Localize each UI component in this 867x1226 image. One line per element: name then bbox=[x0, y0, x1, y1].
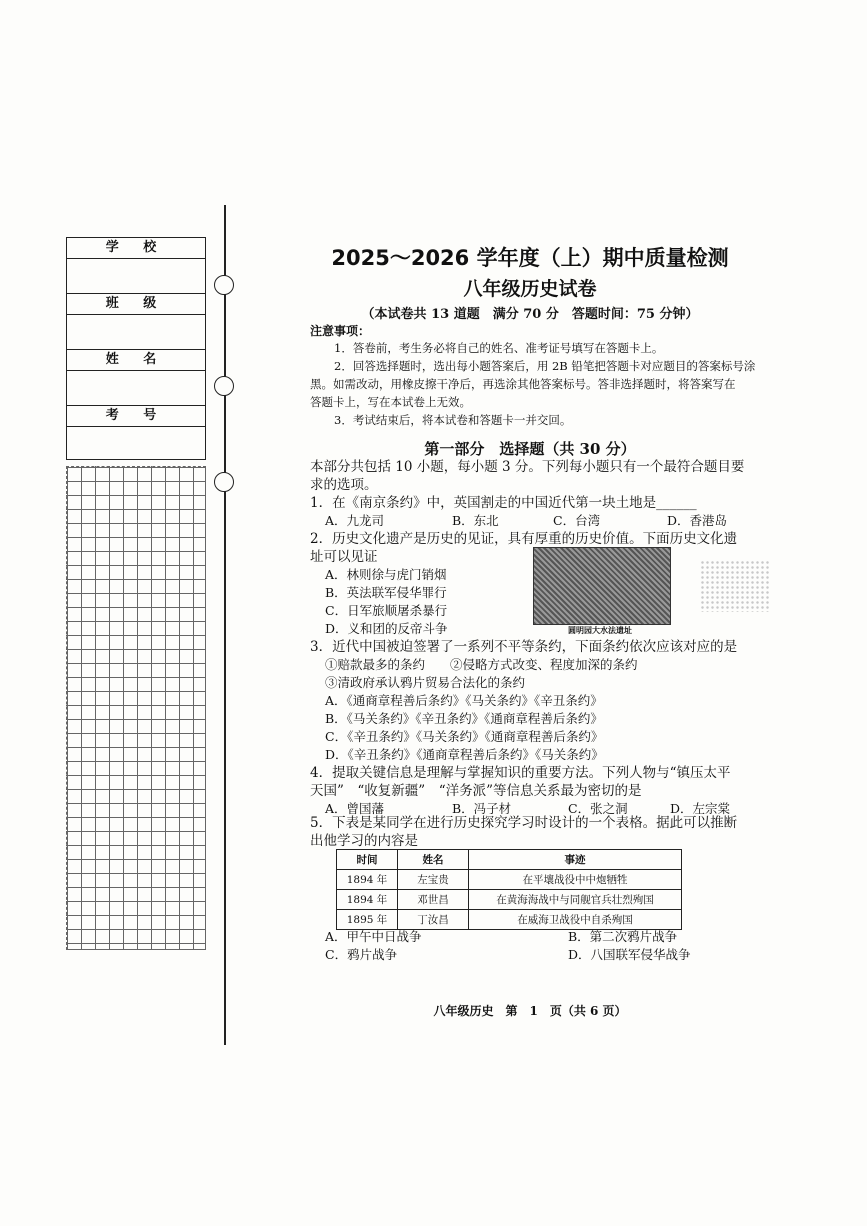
q4-option-c: C．张之洞 bbox=[568, 801, 628, 816]
table-header-row bbox=[337, 850, 682, 870]
table-row bbox=[337, 890, 682, 910]
question-5-stem: 出他学习的内容是 bbox=[310, 833, 418, 849]
table-cell: 1895 年 bbox=[337, 910, 398, 930]
history-table bbox=[336, 849, 682, 930]
question-2-stem: 址可以见证 bbox=[310, 549, 378, 565]
table-cell: 1894 年 bbox=[337, 890, 398, 910]
q2-option-b: B．英法联军侵华罪行 bbox=[325, 585, 447, 600]
exam-meta: （本试卷共 13 道题 满分 70 分 答题时间：75 分钟） bbox=[361, 307, 699, 322]
question-2-stem: 2．历史文化遗产是历史的见证，具有厚重的历史价值。下面历史文化遗 bbox=[310, 531, 738, 547]
binding-hole bbox=[214, 472, 234, 492]
question-5-stem: 5．下表是某同学在进行历史探究学习时设计的一个表格。据此可以推断 bbox=[310, 815, 738, 831]
ruins-photo bbox=[533, 547, 671, 625]
q3-option-a: A．《通商章程善后条约》《马关条约》《辛丑条约》 bbox=[325, 693, 603, 708]
question-3-stem: ①赔款最多的条约 ②侵略方式改变、程度加深的条约 bbox=[325, 657, 638, 672]
table-cell: 在平壤战役中中炮牺牲 bbox=[469, 870, 682, 890]
question-4-stem: 天国” “收复新疆” “洋务派”等信息关系最为密切的是 bbox=[310, 783, 642, 799]
exam-number-label: 考 号 bbox=[67, 406, 205, 427]
exam-subtitle: 八年级历史试卷 bbox=[463, 278, 597, 300]
q3-option-c: C．《辛丑条约》《马关条约》《通商章程善后条约》 bbox=[325, 729, 604, 744]
q1-option-b: B．东北 bbox=[452, 513, 499, 528]
q5-option-b: B．第二次鸦片战争 bbox=[568, 929, 678, 944]
col-time-header: 时间 bbox=[337, 850, 398, 870]
table-row bbox=[337, 870, 682, 890]
photo-caption: 圆明园大水法遗址 bbox=[568, 625, 632, 635]
q4-option-a: A．曾国藩 bbox=[325, 801, 385, 816]
q5-option-c: C．鸦片战争 bbox=[325, 947, 398, 962]
answer-grid bbox=[66, 466, 206, 950]
table-cell: 丁汝昌 bbox=[398, 910, 469, 930]
question-3-stem: 3．近代中国被迫签署了一系列不平等条约，下面条约依次应该对应的是 bbox=[310, 639, 738, 655]
q4-option-d: D．左宗棠 bbox=[670, 801, 731, 816]
note-line: 答题卡上，写在本试卷上无效。 bbox=[310, 395, 471, 409]
q1-option-c: C．台湾 bbox=[553, 513, 601, 528]
q3-option-b: B．《马关条约》《辛丑条约》《通商章程善后条约》 bbox=[325, 711, 603, 726]
col-deed-header: 事迹 bbox=[469, 850, 682, 870]
q4-option-b: B．冯子材 bbox=[452, 801, 512, 816]
q1-option-d: D．香港岛 bbox=[667, 513, 728, 528]
school-label: 学 校 bbox=[67, 238, 205, 259]
q1-option-a: A．九龙司 bbox=[325, 513, 385, 528]
table-cell: 1894 年 bbox=[337, 870, 398, 890]
name-label: 姓 名 bbox=[67, 350, 205, 371]
photo-faded-area bbox=[700, 560, 770, 612]
notes-heading: 注意事项： bbox=[310, 324, 371, 338]
section-intro: 本部分共包括 10 小题，每小题 3 分。下列每小题只有一个最符合题目要 bbox=[310, 459, 745, 475]
note-line: 黑。如需改动，用橡皮擦干净后，再选涂其他答案标号。答非选择题时，将答案写在 bbox=[310, 377, 736, 391]
q3-option-d: D．《辛丑条约》《通商章程善后条约》《马关条约》 bbox=[325, 747, 604, 762]
q2-option-d: D．义和团的反帝斗争 bbox=[325, 621, 448, 636]
page-footer: 八年级历史 第 1 页（共 6 页） bbox=[433, 1004, 627, 1018]
q2-option-c: C．日军旅顺屠杀暴行 bbox=[325, 603, 448, 618]
binding-hole bbox=[214, 275, 234, 295]
section-intro: 求的选项。 bbox=[310, 477, 378, 493]
table-cell: 在威海卫战役中自杀殉国 bbox=[469, 910, 682, 930]
student-info-box bbox=[66, 237, 206, 460]
question-1-stem: 1．在《南京条约》中，英国割走的中国近代第一块土地是______ bbox=[310, 495, 697, 511]
q2-option-a: A．林则徐与虎门销烟 bbox=[325, 567, 447, 582]
q5-option-d: D．八国联军侵华战争 bbox=[568, 947, 691, 962]
q5-option-a: A．甲午中日战争 bbox=[325, 929, 422, 944]
question-3-stem: ③清政府承认鸦片贸易合法化的条约 bbox=[325, 675, 526, 690]
table-row bbox=[337, 910, 682, 930]
note-line: 2．回答选择题时，选出每小题答案后，用 2B 铅笔把答题卡对应题目的答案标号涂 bbox=[334, 359, 756, 373]
binding-line bbox=[224, 205, 226, 1045]
note-line: 1．答卷前，考生务必将自己的姓名、准考证号填写在答题卡上。 bbox=[334, 341, 664, 355]
class-label: 班 级 bbox=[67, 294, 205, 315]
table-cell: 左宝贵 bbox=[398, 870, 469, 890]
table-cell: 在黄海海战中与同舰官兵壮烈殉国 bbox=[469, 890, 682, 910]
section-heading: 第一部分 选择题（共 30 分） bbox=[424, 440, 636, 458]
exam-title: 2025～2026 学年度（上）期中质量检测 bbox=[331, 246, 729, 270]
table-cell: 邓世昌 bbox=[398, 890, 469, 910]
col-name-header: 姓名 bbox=[398, 850, 469, 870]
note-line: 3．考试结束后，将本试卷和答题卡一并交回。 bbox=[334, 413, 572, 427]
binding-hole bbox=[214, 376, 234, 396]
question-4-stem: 4．提取关键信息是理解与掌握知识的重要方法。下列人物与“镇压太平 bbox=[310, 765, 731, 781]
